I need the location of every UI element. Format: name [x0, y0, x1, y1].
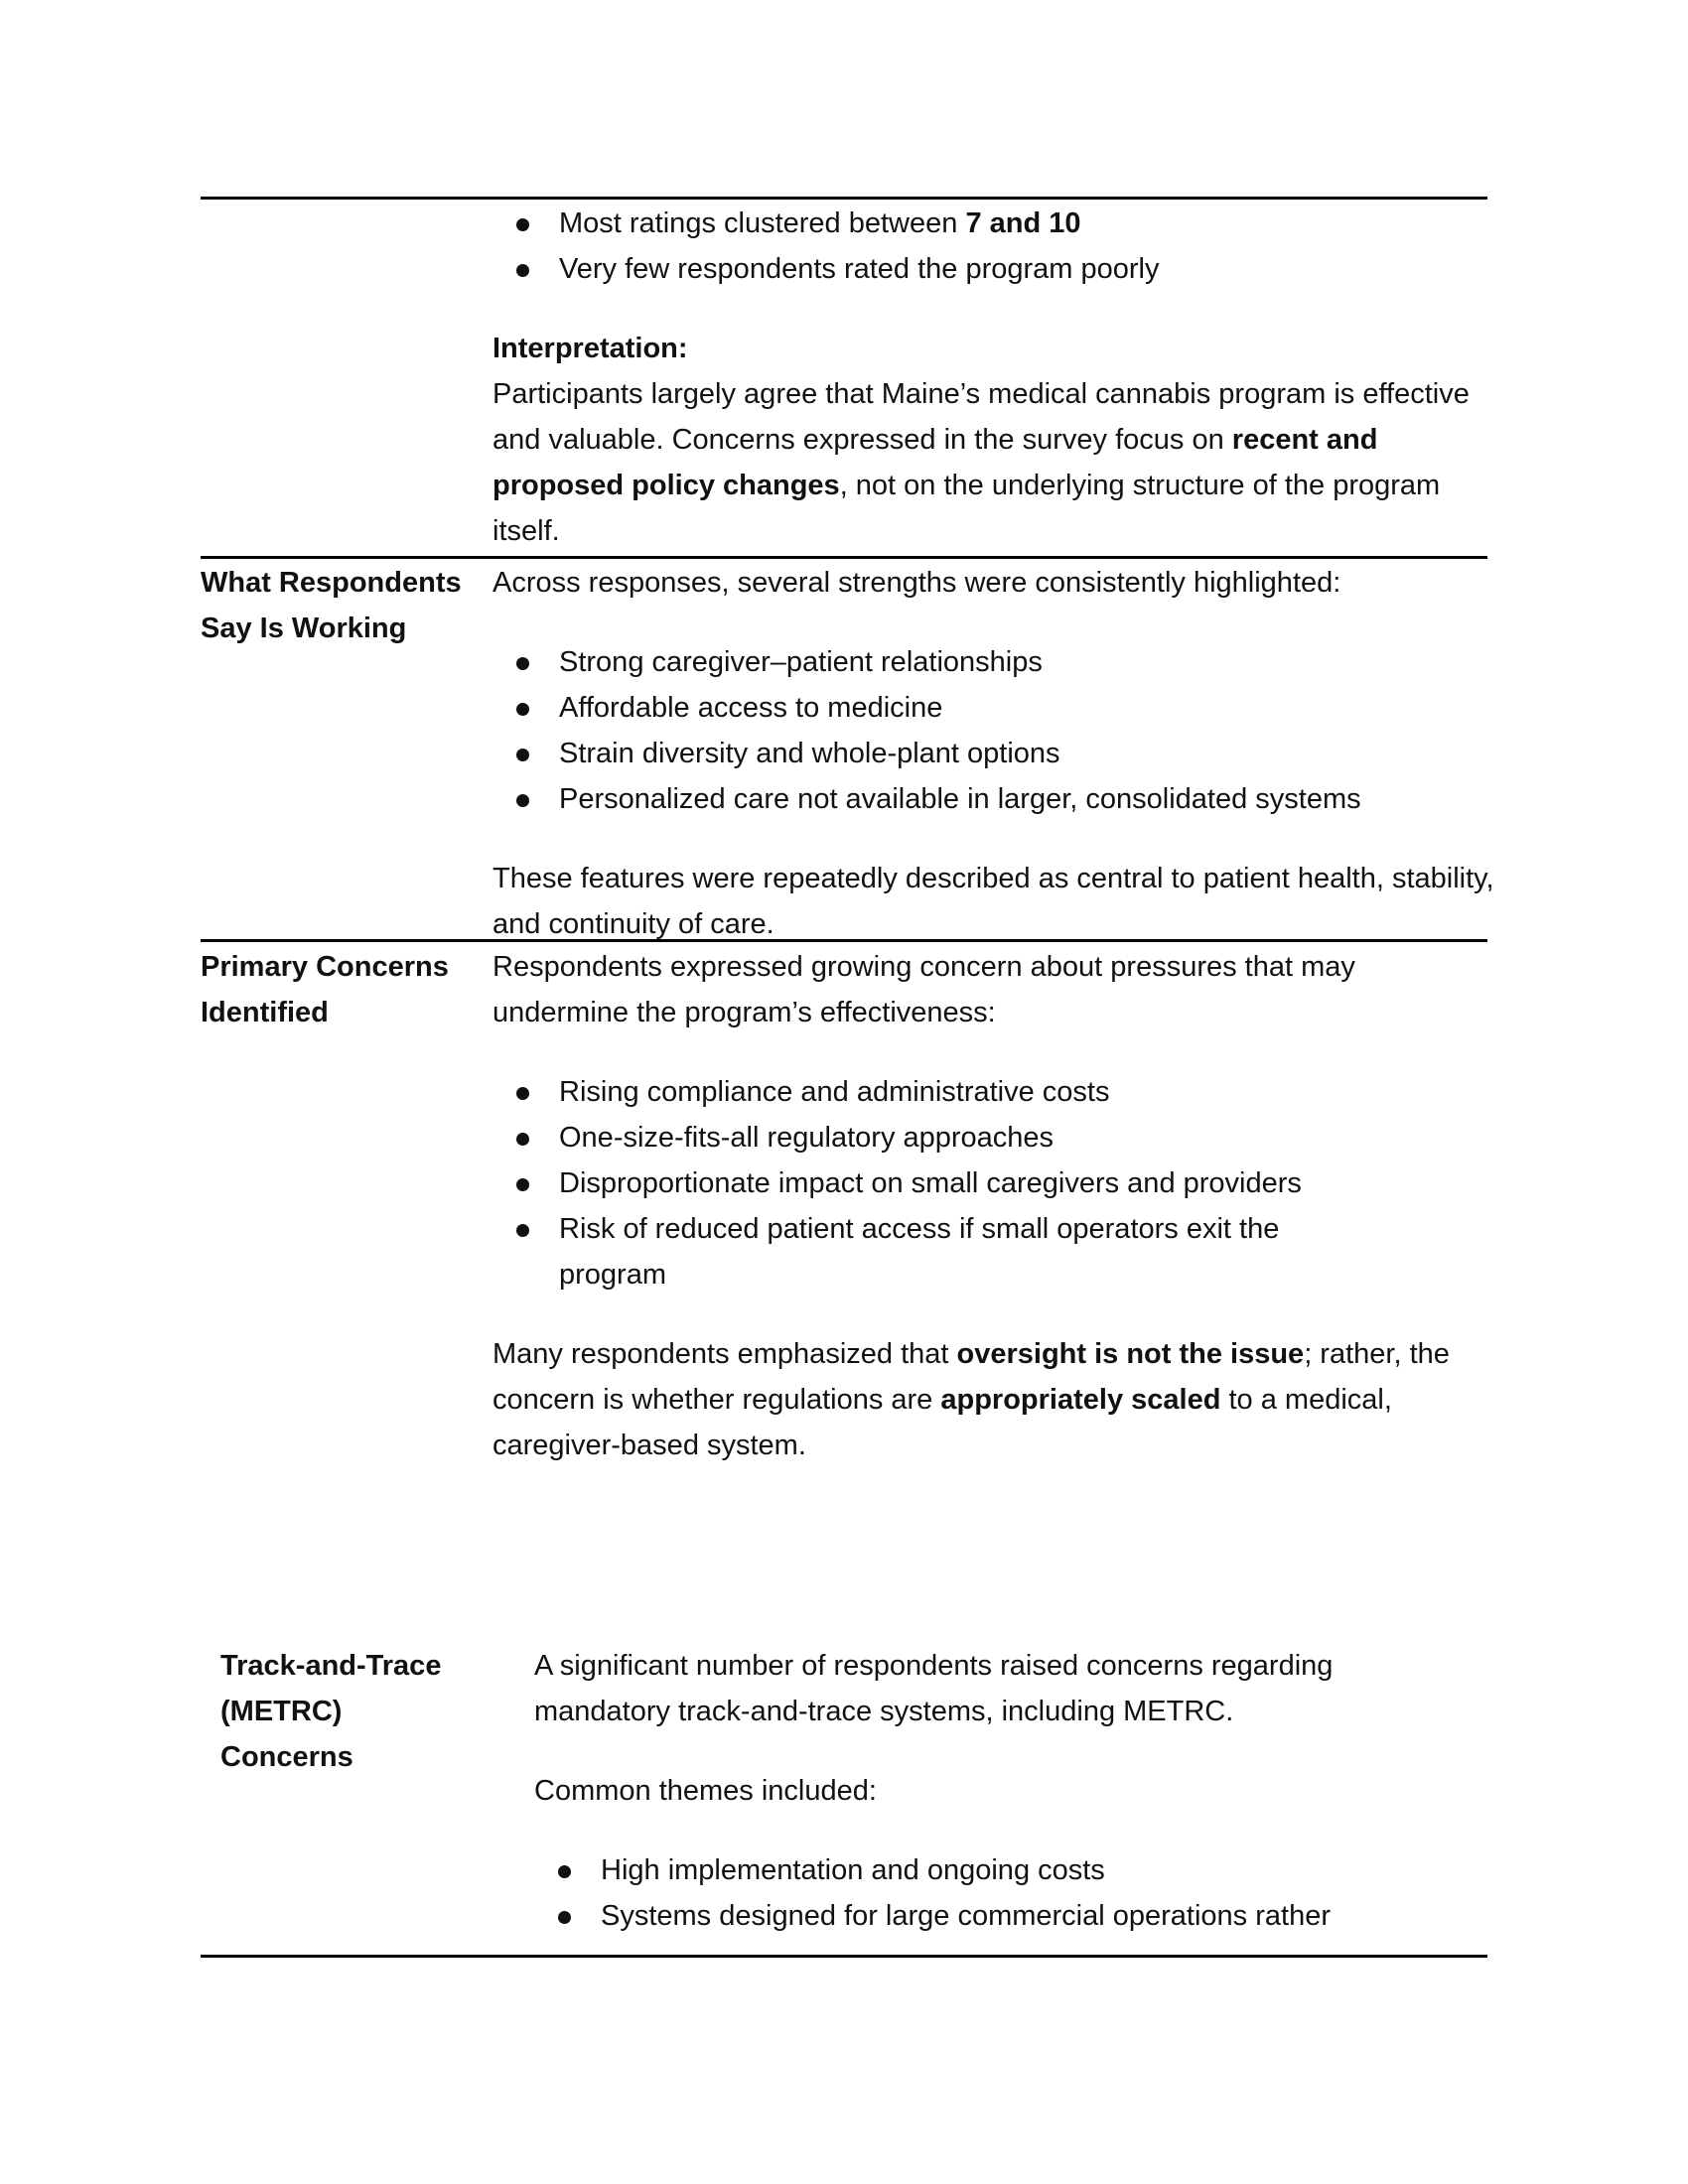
- working-intro: Across responses, several strengths were consistently highlighted:: [492, 567, 1341, 599]
- track-cell: [534, 1643, 1487, 1939]
- bullet-icon: [558, 1865, 571, 1878]
- row-label-working: What Respondents Say Is Working: [201, 567, 462, 644]
- bullet-icon: [516, 657, 529, 670]
- bullet-icon: [516, 1224, 529, 1237]
- list-item: Disproportionate impact on small caregivers and providers: [492, 1160, 1495, 1206]
- concerns-intro: Respondents expressed growing concern about pressures that may undermine the program’s effectiveness:: [492, 951, 1355, 1028]
- bullet-icon: [516, 749, 529, 761]
- concerns-closing: Many respondents emphasized that oversight is not the issue; rather, the concern is whether regulations are appropriately scaled to a medical, caregiver-based system.: [492, 1338, 1450, 1461]
- bullet-icon: [516, 264, 529, 277]
- working-bullets: [492, 639, 1495, 822]
- list-item: Most ratings clustered between 7 and 10: [492, 201, 1495, 246]
- list-item: Strain diversity and whole-plant options: [492, 731, 1495, 776]
- list-item: High implementation and ongoing costs: [534, 1847, 1487, 1893]
- working-cell: [492, 560, 1495, 947]
- list-item: Personalized care not available in larger, consolidated systems: [492, 776, 1495, 822]
- table-rule-working: [201, 556, 1487, 559]
- concerns-bullets: [492, 1069, 1495, 1297]
- bullet-icon: [516, 1133, 529, 1146]
- bullet-icon: [516, 703, 529, 716]
- table-rule-top: [201, 197, 1487, 200]
- list-item: Affordable access to medicine: [492, 685, 1495, 731]
- table-rule-bottom: [201, 1955, 1487, 1958]
- list-item: Very few respondents rated the program poorly: [492, 246, 1495, 292]
- interpretation-heading: Interpretation:: [492, 333, 688, 364]
- list-item: One-size-fits-all regulatory approaches: [492, 1115, 1495, 1160]
- bullet-icon: [516, 218, 529, 231]
- list-item: Systems designed for large commercial operations rather: [534, 1893, 1487, 1939]
- bullet-icon: [516, 794, 529, 807]
- track-intro: A significant number of respondents raised concerns regarding mandatory track-and-trace systems, including METRC.: [534, 1650, 1334, 1727]
- overall-rating-cell: [492, 201, 1495, 554]
- overall-rating-bullets: [492, 201, 1495, 292]
- bullet-icon: [558, 1911, 571, 1924]
- list-item: Risk of reduced patient access if small operators exit the program: [492, 1206, 1495, 1297]
- list-item: Strong caregiver–patient relationships: [492, 639, 1495, 685]
- bullet-icon: [516, 1087, 529, 1100]
- bullet-icon: [516, 1178, 529, 1191]
- interpretation-text: Participants largely agree that Maine’s medical cannabis program is effective and valuable. Concerns expressed in the survey focus on recent and proposed policy changes, not on the underlying structure of the program itself.: [492, 378, 1470, 547]
- track-themes-heading: Common themes included:: [534, 1775, 877, 1807]
- concerns-cell: [492, 944, 1495, 1468]
- list-item: Rising compliance and administrative costs: [492, 1069, 1495, 1115]
- track-bullets: [534, 1847, 1487, 1939]
- row-label-concerns: Primary Concerns Identified: [201, 951, 449, 1028]
- row-label-track: Track-and-Trace (METRC) Concerns: [220, 1650, 442, 1773]
- working-closing: These features were repeatedly described as central to patient health, stability, and continuity of care.: [492, 863, 1494, 940]
